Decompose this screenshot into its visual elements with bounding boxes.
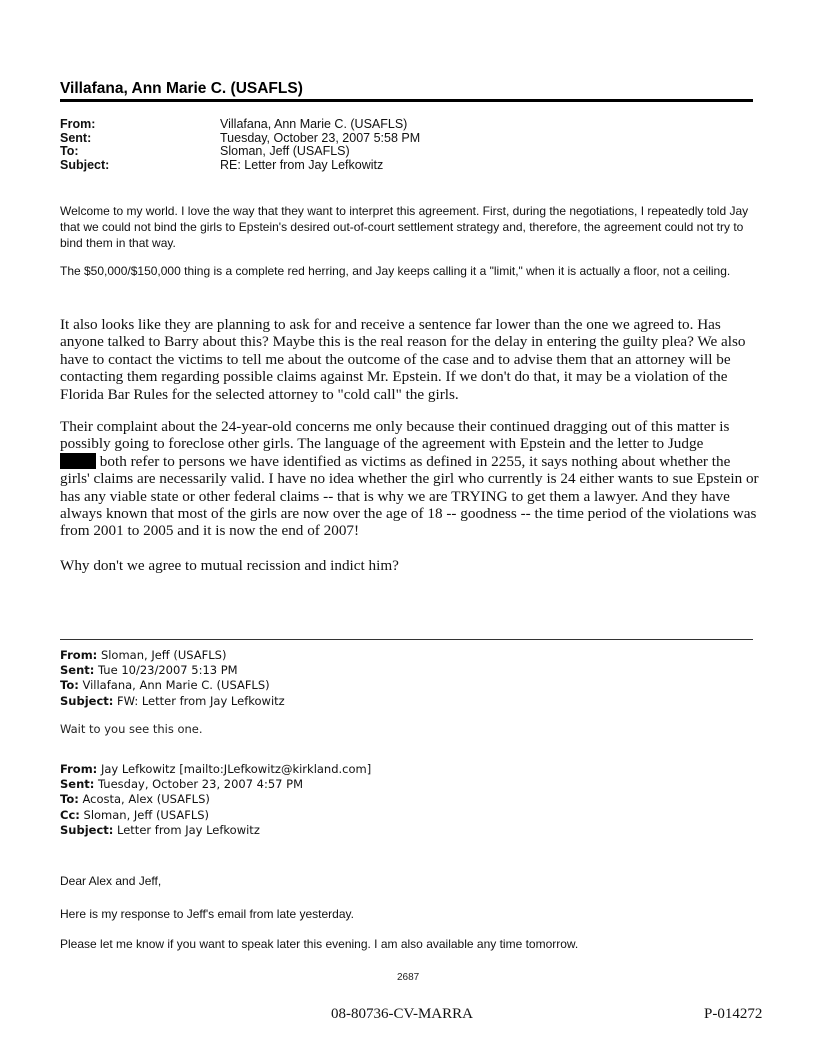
case-number: 08-80736-CV-MARRA bbox=[331, 1006, 473, 1022]
fwd1-from-label: From: bbox=[60, 648, 98, 662]
fwd1-from-row bbox=[60, 648, 285, 663]
fwd1-subject-label: Subject: bbox=[60, 693, 114, 708]
sender-name-heading: Villafana, Ann Marie C. (USAFLS) bbox=[60, 80, 303, 97]
fwd2-cc-label: Cc: bbox=[60, 807, 80, 822]
fwd2-cc-row bbox=[60, 808, 371, 823]
fwd1-to-value: Villafana, Ann Marie C. (USAFLS) bbox=[82, 678, 270, 693]
email-header bbox=[60, 118, 420, 172]
fwd1-from-value: Sloman, Jeff (USAFLS) bbox=[100, 648, 227, 662]
fwd1-to-row bbox=[60, 678, 285, 693]
fwd2-from-row bbox=[60, 762, 371, 777]
from-label: From: bbox=[60, 117, 96, 131]
letter-line-1: Here is my response to Jeff's email from late yesterday. bbox=[60, 907, 354, 921]
to-label: To: bbox=[60, 144, 79, 158]
fwd2-sent-label: Sent: bbox=[60, 777, 95, 792]
page-number: 2687 bbox=[397, 972, 420, 983]
fwd1-to-label: To: bbox=[60, 678, 79, 693]
forward-header-1 bbox=[60, 648, 285, 709]
fwd1-sent-value: Tue 10/23/2007 5:13 PM bbox=[98, 663, 238, 678]
to-value: Sloman, Jeff (USAFLS) bbox=[220, 144, 350, 158]
body-paragraph-2: The $50,000/$150,000 thing is a complete red herring, and Jay keeps calling it a "limit," when it is actually a floor, not a ceiling. bbox=[60, 264, 731, 278]
forward-header-2 bbox=[60, 762, 371, 838]
bates-number: P-014272 bbox=[704, 1006, 763, 1022]
body-paragraph-5: Why don't we agree to mutual recission and indict him? bbox=[60, 557, 399, 574]
body-paragraph-1: Welcome to my world. I love the way that they want to interpret this agreement. First, during the negotiations, I repeatedly told Jay that we could not bind the girls to Epstein's desired out-of-court settlement strategy and, therefore, the agreement could not try to bind them in that way. bbox=[60, 204, 749, 250]
fwd2-from-label: From: bbox=[60, 762, 98, 776]
body-paragraph-4-part-b: both refer to persons we have identified as victims as defined in 2255, it says nothing about whether the girls' claims are necessarily valid. I have no idea whether the girl who currently is 24 either wants to sue Epstein or has any viable state or other federal claims -- that is why we are TRYING to get them a lawyer. And they have always known that most of the girls are now over the age of 18 -- goodness -- the time period of the violations was from 2001 to 2005 and it is now the end of 2007! bbox=[60, 452, 759, 540]
body-paragraph-4 bbox=[60, 418, 760, 540]
from-value: Villafana, Ann Marie C. (USAFLS) bbox=[220, 117, 408, 131]
fwd2-to-label: To: bbox=[60, 792, 79, 807]
subject-value: RE: Letter from Jay Lefkowitz bbox=[220, 157, 384, 172]
fwd2-cc-value: Sloman, Jeff (USAFLS) bbox=[83, 807, 210, 822]
forward-divider bbox=[60, 639, 753, 640]
body-paragraph-3: It also looks like they are planning to ask for and receive a sentence far lower than the one we agreed to. Has anyone talked to Barry about this? Maybe this is the real reason for the delay in entering the guilty plea? We also have to contact the victims to tell me about the outcome of the case and to advise them that an attorney will be contacting them regarding possible claims against Mr. Epstein. If we don't do that, it may be a violation of the Florida Bar Rules for the selected attorney to "cold call" the girls. bbox=[60, 316, 746, 403]
sent-value: Tuesday, October 23, 2007 5:58 PM bbox=[220, 130, 421, 145]
fwd1-sent-row bbox=[60, 663, 285, 678]
fwd2-subject-row bbox=[60, 823, 371, 838]
header-row-to bbox=[60, 145, 420, 159]
letter-line-2: Please let me know if you want to speak later this evening. I am also available any time tomorrow. bbox=[60, 937, 579, 951]
subject-label: Subject: bbox=[60, 157, 110, 172]
redaction-box bbox=[60, 453, 96, 469]
header-row-sent bbox=[60, 132, 420, 146]
forward-message: Wait to you see this one. bbox=[60, 722, 203, 736]
body-paragraph-4-part-a: Their complaint about the 24-year-old concerns me only because their continued dragging out of this matter is possibly going to foreclose other girls. The language of the agreement with Epstein and the letter to Judge bbox=[60, 418, 730, 453]
fwd2-to-value: Acosta, Alex (USAFLS) bbox=[82, 792, 210, 807]
fwd1-subject-row bbox=[60, 694, 285, 709]
header-divider bbox=[60, 99, 753, 102]
fwd2-subject-label: Subject: bbox=[60, 822, 114, 837]
fwd1-sent-label: Sent: bbox=[60, 663, 95, 678]
header-row-from bbox=[60, 118, 420, 132]
header-row-subject bbox=[60, 159, 420, 173]
fwd2-from-value: Jay Lefkowitz [mailto:JLefkowitz@kirkland.com] bbox=[100, 762, 372, 776]
fwd2-sent-row bbox=[60, 777, 371, 792]
fwd2-to-row bbox=[60, 792, 371, 807]
letter-greeting: Dear Alex and Jeff, bbox=[60, 874, 162, 888]
sent-label: Sent: bbox=[60, 130, 92, 145]
fwd2-subject-value: Letter from Jay Lefkowitz bbox=[117, 822, 260, 837]
fwd2-sent-value: Tuesday, October 23, 2007 4:57 PM bbox=[98, 777, 304, 792]
fwd1-subject-value: FW: Letter from Jay Lefkowitz bbox=[117, 693, 285, 708]
